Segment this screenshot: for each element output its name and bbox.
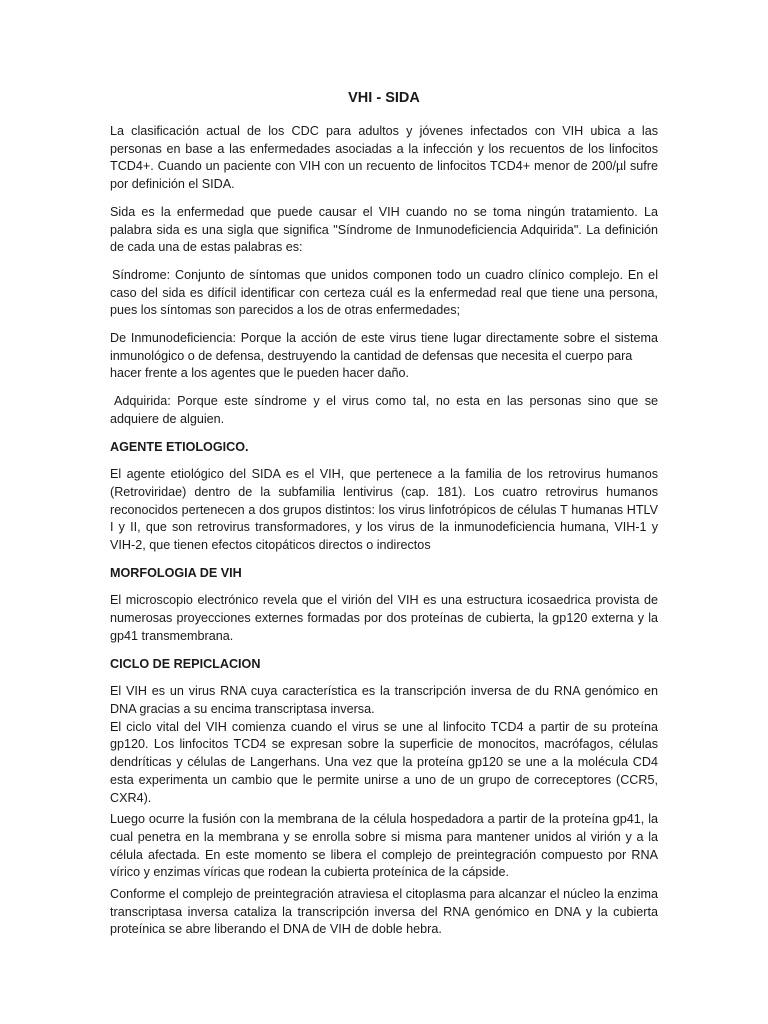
heading-ciclo-replicacion: CICLO DE REPICLACION (110, 656, 261, 671)
paragraph-adquirida: Adquirida: Porque este síndrome y el virus como tal, no esta en las personas sino que se adquiere de alguien. (110, 394, 658, 426)
paragraph-sindrome: Síndrome: Conjunto de síntomas que unidos componen todo un cuadro clínico complejo. En el caso del sida es difícil identificar con certeza cuál es la enfermedad real que tiene una persona, pues los síntomas son parecidos a los de otras enfermedades; (110, 267, 658, 318)
paragraph-inmunodeficiencia-cont: hacer frente a los agentes que le pueden hacer daño. (110, 366, 409, 381)
paragraph-inmunodeficiencia: De Inmunodeficiencia: Porque la acción de este virus tiene lugar directamente sobre el sistema inmunológico o de defensa, destruyendo la cantidad de defensas que necesita el cuerpo para (110, 331, 658, 363)
document-title: VHI - SIDA (348, 90, 420, 106)
paragraph-preintegracion: Conforme el complejo de preintegración atraviesa el citoplasma para alcanzar el núcleo la enzima transcriptasa inversa cataliza la transcripción inversa del RNA genómico en DNA y la cubierta proteínica se abre liberando el DNA de VIH de doble hebra. (110, 887, 658, 937)
paragraph-morfologia: El microscopio electrónico revela que el virión del VIH es una estructura icosaedrica provista de numerosas proyecciones externes formadas por dos proteínas de cubierta, la gp120 externa y la gp41 transmembrana. (110, 593, 658, 643)
heading-agente-etiologico: AGENTE ETIOLOGICO. (110, 439, 249, 454)
paragraph-cdc-classification: La clasificación actual de los CDC para adultos y jóvenes infectados con VIH ubica a las personas en base a las enfermedades asociadas a la infección y los recuentos de los linfocitos TCD4+. Cuando un paciente con VIH con un recuento de linfocitos TCD4+ menor de 200/µl sufre por definición el SIDA. (110, 124, 658, 192)
heading-morfologia: MORFOLOGIA DE VIH (110, 565, 242, 580)
paragraph-fusion: Luego ocurre la fusión con la membrana de la célula hospedadora a partir de la proteína gp41, la cual penetra en la membrana y se enrolla sobre si misma para mantener unidos al virión y a la célula afectada. En este momento se libera el complejo de preintegración compuesto por RNA vírico y enzimas víricas que rodean la cubierta proteínica de la cápside. (110, 812, 658, 880)
paragraph-agente-etiologico: El agente etiológico del SIDA es el VIH, que pertenece a la familia de los retrovirus humanos (Retroviridae) dentro de la subfamilia lentivirus (cap. 181). Los cuatro retrovirus humanos reconocidos pertenecen a dos grupos distintos: los virus linfotrópicos de células T humanas HTLV I y II, que son retrovirus transformadores, y los virus de la inmunodeficiencia humana, VIH-1 y VIH-2, que tienen efectos citopáticos directos o indirectos (110, 467, 658, 553)
paragraph-vih-rna: El VIH es un virus RNA cuya característica es la transcripción inversa de du RNA genómico en DNA gracias a su encima transcriptasa inversa. (110, 684, 658, 716)
paragraph-sida-definition: Sida es la enfermedad que puede causar el VIH cuando no se toma ningún tratamiento. La palabra sida es una sigla que significa "Síndrome de Inmunodeficiencia Adquirida". La definición de cada una de estas palabras es: (110, 204, 658, 255)
paragraph-ciclo-vital: El ciclo vital del VIH comienza cuando el virus se une al linfocito TCD4 a partir de su proteína gp120. Los linfocitos TCD4 se expresan sobre la superficie de monocitos, macrófagos, células dendríticas y células de Langerhans. Una vez que la proteína gp120 se une a la molécula CD4 esta experimenta un cambio que le permite unirse a uno de un grupo de correceptores (CCR5, CXR4). (110, 719, 658, 805)
